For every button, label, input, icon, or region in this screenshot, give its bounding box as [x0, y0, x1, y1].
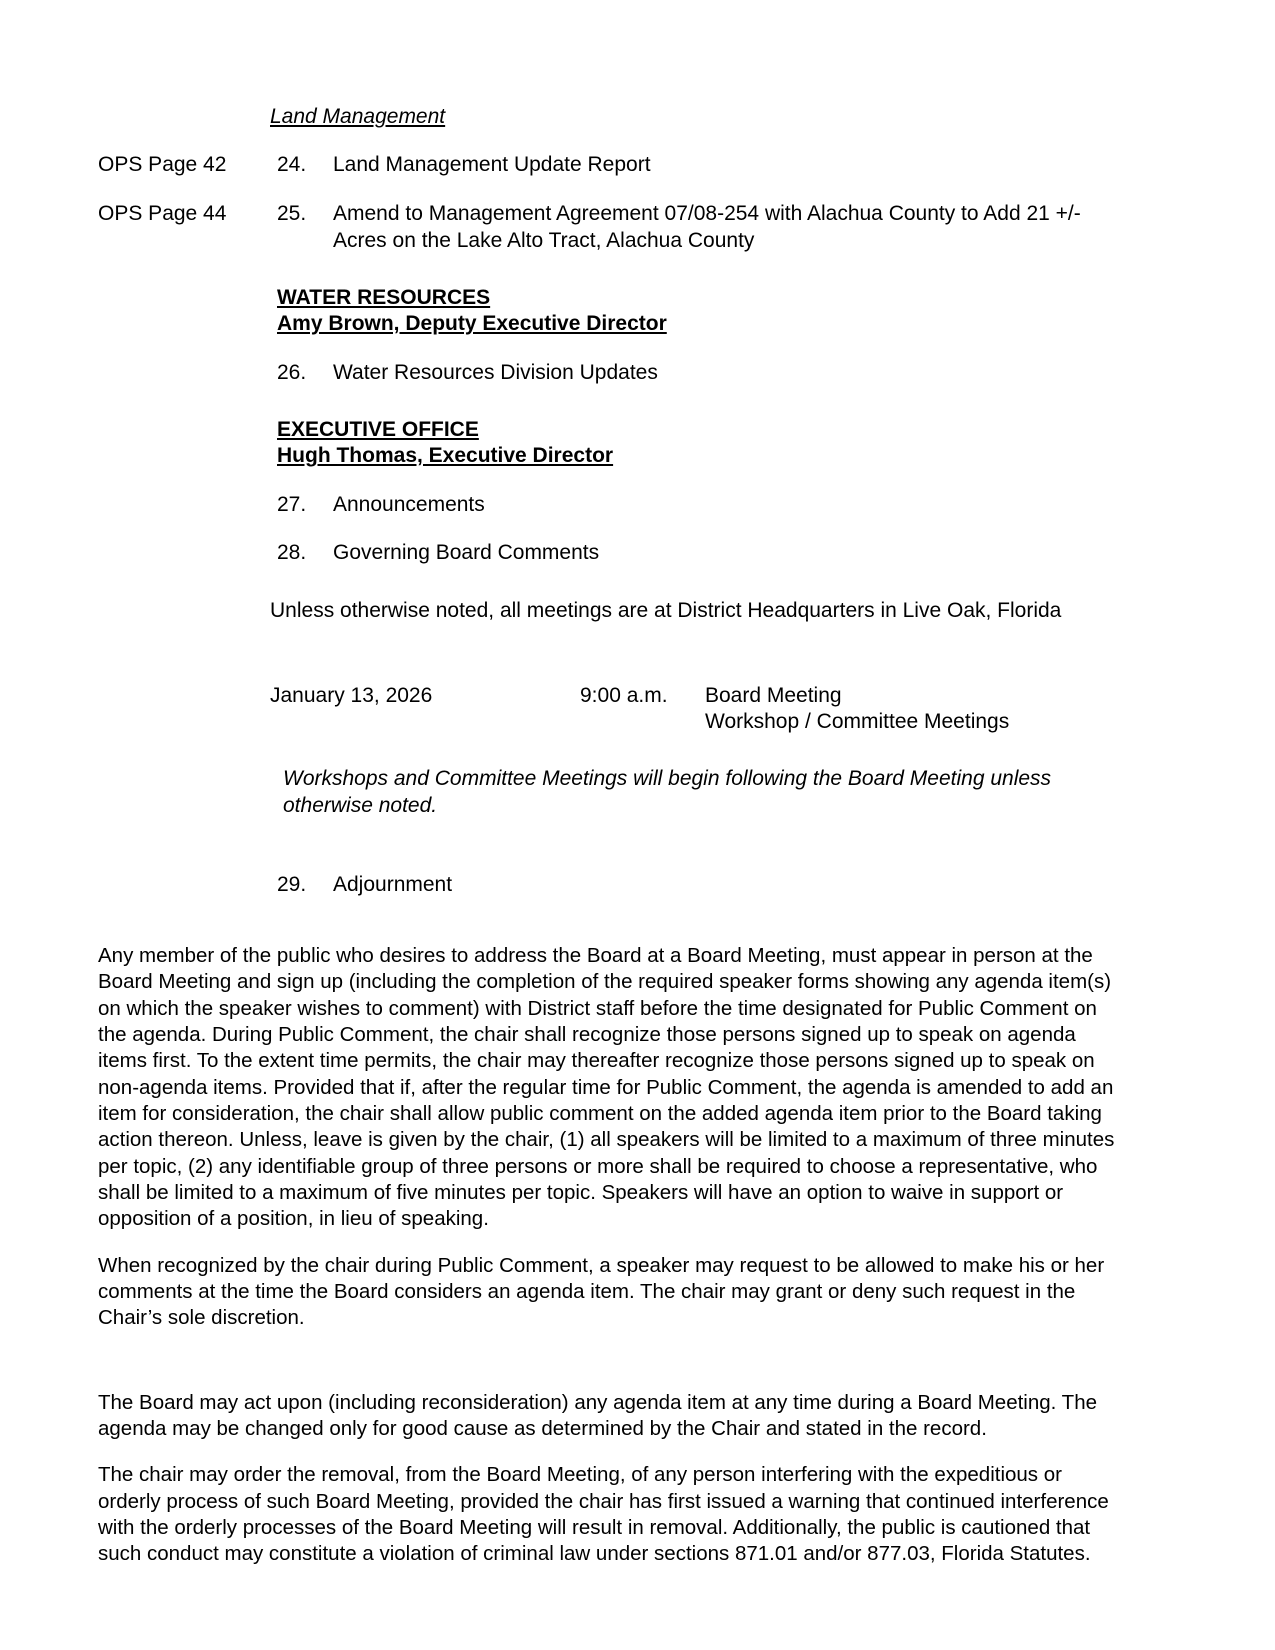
agenda-item-29	[98, 872, 1128, 899]
item-text: Amend to Management Agreement 07/08-254 with Alachua County to Add 21 +/- Acres on the Lake Alto Tract, Alachua County	[333, 202, 1081, 252]
item-number: 28.	[277, 541, 307, 565]
workshop-note: Workshops and Committee Meetings will begin following the Board Meeting unless otherwise noted.	[283, 767, 1052, 818]
agenda-item-27	[98, 492, 1128, 519]
department-subtitle: Hugh Thomas, Executive Director	[277, 444, 614, 468]
department-heading-water-resources	[277, 285, 1128, 338]
meeting-schedule-row	[270, 683, 1128, 737]
section-heading-land-management: Land Management	[270, 105, 446, 128]
item-text: Water Resources Division Updates	[333, 360, 658, 384]
meeting-description-line2: Workshop / Committee Meetings	[705, 710, 1010, 734]
removal-paragraph: The chair may order the removal, from the Board Meeting, of any person interfering with the expeditious or orderly process of such Board Meeting, provided the chair has first issued a warning that continued interference with the orderly processes of the Board Meeting will result in removal. Additionally, the public is cautioned that such conduct may constitute a violation of criminal law under sections 871.01 and/or 877.03, Florida Statutes.	[98, 1463, 1109, 1566]
item-number: 27.	[277, 492, 307, 516]
agenda-item-25	[98, 201, 1128, 255]
item-text: Governing Board Comments	[333, 541, 600, 565]
agenda-item-28	[98, 540, 1128, 567]
department-title: WATER RESOURCES	[277, 285, 491, 309]
location-note: Unless otherwise noted, all meetings are at District Headquarters in Live Oak, Florida	[270, 599, 1062, 623]
item-number: 25.	[277, 202, 307, 226]
department-subtitle: Amy Brown, Deputy Executive Director	[277, 312, 667, 336]
speaker-request-paragraph: When recognized by the chair during Public Comment, a speaker may request to be allowed to make his or her comments at the time the Board considers an agenda item. The chair may grant or deny such request in the Chair’s sole discretion.	[98, 1253, 1105, 1330]
agenda-item-26	[98, 360, 1128, 387]
meeting-description	[705, 683, 1128, 737]
agenda-item-24	[98, 152, 1128, 179]
item-text: Land Management Update Report	[333, 153, 651, 177]
item-number: 24.	[277, 153, 307, 177]
item-text: Announcements	[333, 492, 485, 516]
meeting-time: 9:00 a.m.	[580, 683, 668, 707]
document-body	[98, 104, 1128, 1568]
item-text: Adjournment	[333, 873, 453, 897]
board-action-paragraph: The Board may act upon (including reconsideration) any agenda item at any time during a Board Meeting. The agenda may be changed only for good cause as determined by the Chair and stated in the record.	[98, 1390, 1098, 1440]
public-comment-paragraph: Any member of the public who desires to address the Board at a Board Meeting, must appear in person at the Board Meeting and sign up (including the completion of the required speaker forms showing any agenda item(s) on which the speaker wishes to comment) with District staff before the time designated for Public Comment on the agenda. During Public Comment, the chair shall recognize those persons signed up to speak on agenda items first. To the extent time permits, the chair may thereafter recognize those persons signed up to speak on non-agenda items. Provided that if, after the regular time for Public Comment, the agenda is amended to add an item for consideration, the chair shall allow public comment on the added agenda item prior to the Board taking action thereon. Unless, leave is given by the chair, (1) all speakers will be limited to a maximum of three minutes per topic, (2) any identifiable group of three persons or more shall be required to choose a representative, who shall be limited to a maximum of five minutes per topic. Speakers will have an option to waive in support or opposition of a position, in lieu of speaking.	[98, 943, 1115, 1231]
page-reference: OPS Page 42	[98, 153, 227, 177]
department-heading-executive-office	[277, 417, 1128, 470]
meeting-description-line1: Board Meeting	[705, 683, 842, 707]
page-reference: OPS Page 44	[98, 202, 227, 226]
item-number: 26.	[277, 360, 307, 384]
item-number: 29.	[277, 873, 307, 897]
department-title: EXECUTIVE OFFICE	[277, 417, 479, 441]
meeting-date: January 13, 2026	[270, 683, 433, 707]
